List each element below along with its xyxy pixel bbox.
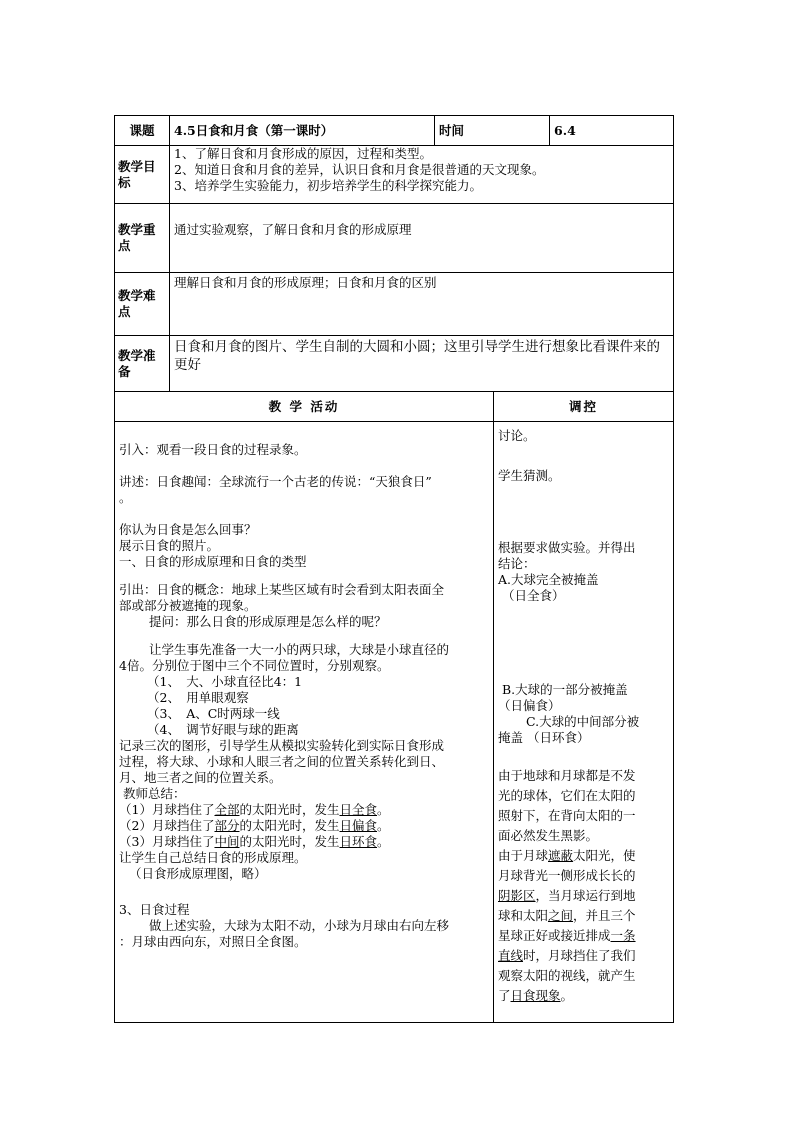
activity-line: 做上述实验，大球为太阳不动，小球为月球由右向左移 [149, 918, 450, 933]
control-line: 星球正好或接近排成一条 [498, 928, 636, 943]
control-line: B.大球的一部分被掩盖 [502, 682, 628, 697]
activity-line: 引入：观看一段日食的过程录象。 [119, 442, 307, 457]
key-points-row [115, 204, 674, 273]
activity-line: 引出：日食的概念：地球上某些区域有时会看到太阳表面全 [119, 582, 445, 597]
control-line: 面必然发生黑影。 [498, 828, 599, 843]
objective-item: 1、了解日食和月食形成的原因，过程和类型。 [174, 146, 432, 161]
difficulties-content: 理解日食和月食的形成原理；日食和月食的区别 [170, 273, 674, 336]
control-line: 照射下，在背向太阳的一 [498, 808, 636, 823]
step-line: （2、 用单眼观察 [147, 690, 249, 705]
activity-line: 你认为日食是怎么回事？ [119, 522, 257, 537]
step-line: （1、 大、小球直径比4：1 [147, 674, 303, 689]
control-line: 掩盖 （日环食） [498, 730, 590, 745]
control-line: 观察太阳的视线，就产生 [498, 968, 636, 983]
activity-line: 月、地三者之间的位置关系。 [119, 770, 282, 785]
control-line: 讨论。 [498, 428, 536, 443]
activity-column-header: 教 学 活动 [115, 392, 494, 422]
control-column-header: 调控 [494, 392, 674, 422]
lesson-plan-table [114, 115, 674, 1023]
objectives-row [115, 146, 674, 204]
control-line: 光的球体，它们在太阳的 [498, 788, 636, 803]
activity-line: 让学生自己总结日食的形成原理。 [119, 850, 307, 865]
activity-line: 讲述：日食趣闻：全球流行一个古老的传说：“天狼食日” [119, 474, 432, 489]
header-row [115, 116, 674, 146]
preparation-label: 教学准备 [115, 336, 170, 392]
objective-item: 2、知道日食和月食的差异，认识日食和月食是很普通的天文现象。 [174, 162, 545, 177]
summary-line: （2）月球挡住了部分的太阳光时，发生日偏食。 [119, 818, 390, 833]
control-line: （日偏食） [498, 698, 561, 713]
activity-line: （日食形成原理图，略） [129, 866, 267, 881]
activity-line: ：月球由西向东，对照日全食图。 [119, 934, 307, 949]
columns-header-row [115, 392, 674, 422]
preparation-row [115, 336, 674, 392]
control-line: A.大球完全被掩盖 [498, 572, 599, 587]
objective-item: 3、培养学生实验能力，初步培养学生的科学探究能力。 [174, 178, 482, 193]
control-line: 学生猜测。 [498, 468, 561, 483]
activity-line: 过程，将大球、小球和人眼三者之间的位置关系转化到日、 [119, 754, 445, 769]
control-line: 由于地球和月球都是不发 [498, 768, 636, 783]
summary-line: （1）月球挡住了全部的太阳光时，发生日全食。 [119, 802, 390, 817]
control-line: 月球背光一侧形成长长的 [498, 868, 636, 883]
subject-value: 4.5日食和月食（第一课时） [170, 116, 435, 146]
control-line: 直线时，月球挡住了我们 [498, 948, 636, 963]
activity-line: 提问：那么日食的形成原理是怎么样的呢？ [149, 614, 387, 629]
control-content [494, 422, 674, 1023]
difficulties-row [115, 273, 674, 336]
key-points-content: 通过实验观察，了解日食和月食的形成原理 [170, 204, 674, 273]
activity-line: 展示日食的照片。 [119, 538, 220, 553]
control-line: 阴影区，当月球运行到地 [498, 888, 636, 903]
activity-line: 教师总结： [123, 786, 186, 801]
activity-line: 部或部分被遮掩的现象。 [119, 598, 257, 613]
objectives-label: 教学目标 [115, 146, 170, 204]
time-value: 6.4 [550, 116, 674, 146]
step-line: （3、 A、C时两球一线 [147, 706, 280, 721]
activity-line: 4倍。分别位于图中三个不同位置时，分别观察。 [119, 658, 390, 673]
activity-line: 3、日食过程 [119, 902, 190, 917]
control-line: 根据要求做实验。并得出 [498, 540, 636, 555]
control-line: 由于月球遮蔽太阳光，使 [498, 848, 636, 863]
control-line: 结论： [498, 556, 536, 571]
time-label: 时间 [435, 116, 550, 146]
control-line: 球和太阳之间，并且三个 [498, 908, 636, 923]
activity-line: 。 [119, 490, 132, 505]
activity-line: 一、日食的形成原理和日食的类型 [119, 554, 307, 569]
preparation-content: 日食和月食的图片、学生自制的大圆和小圆；这里引导学生进行想象比看课件来的更好 [170, 336, 674, 392]
difficulties-label: 教学难点 [115, 273, 170, 336]
activity-content [115, 422, 494, 1023]
summary-line: （3）月球挡住了中间的太阳光时，发生日环食。 [119, 834, 390, 849]
subject-label: 课题 [115, 116, 170, 146]
objectives-content [170, 146, 674, 204]
control-line: 了日食现象。 [498, 988, 574, 1003]
activity-line: 让学生事先准备一大一小的两只球，大球是小球直径的 [149, 642, 450, 657]
key-points-label: 教学重点 [115, 204, 170, 273]
activity-line: 记录三次的图形，引导学生从模拟实验转化到实际日食形成 [119, 738, 445, 753]
step-line: （4、 调节好眼与球的距离 [147, 722, 299, 737]
control-line: （日全食） [502, 588, 565, 603]
body-row [115, 422, 674, 1023]
control-line: C.大球的中间部分被 [526, 714, 640, 729]
